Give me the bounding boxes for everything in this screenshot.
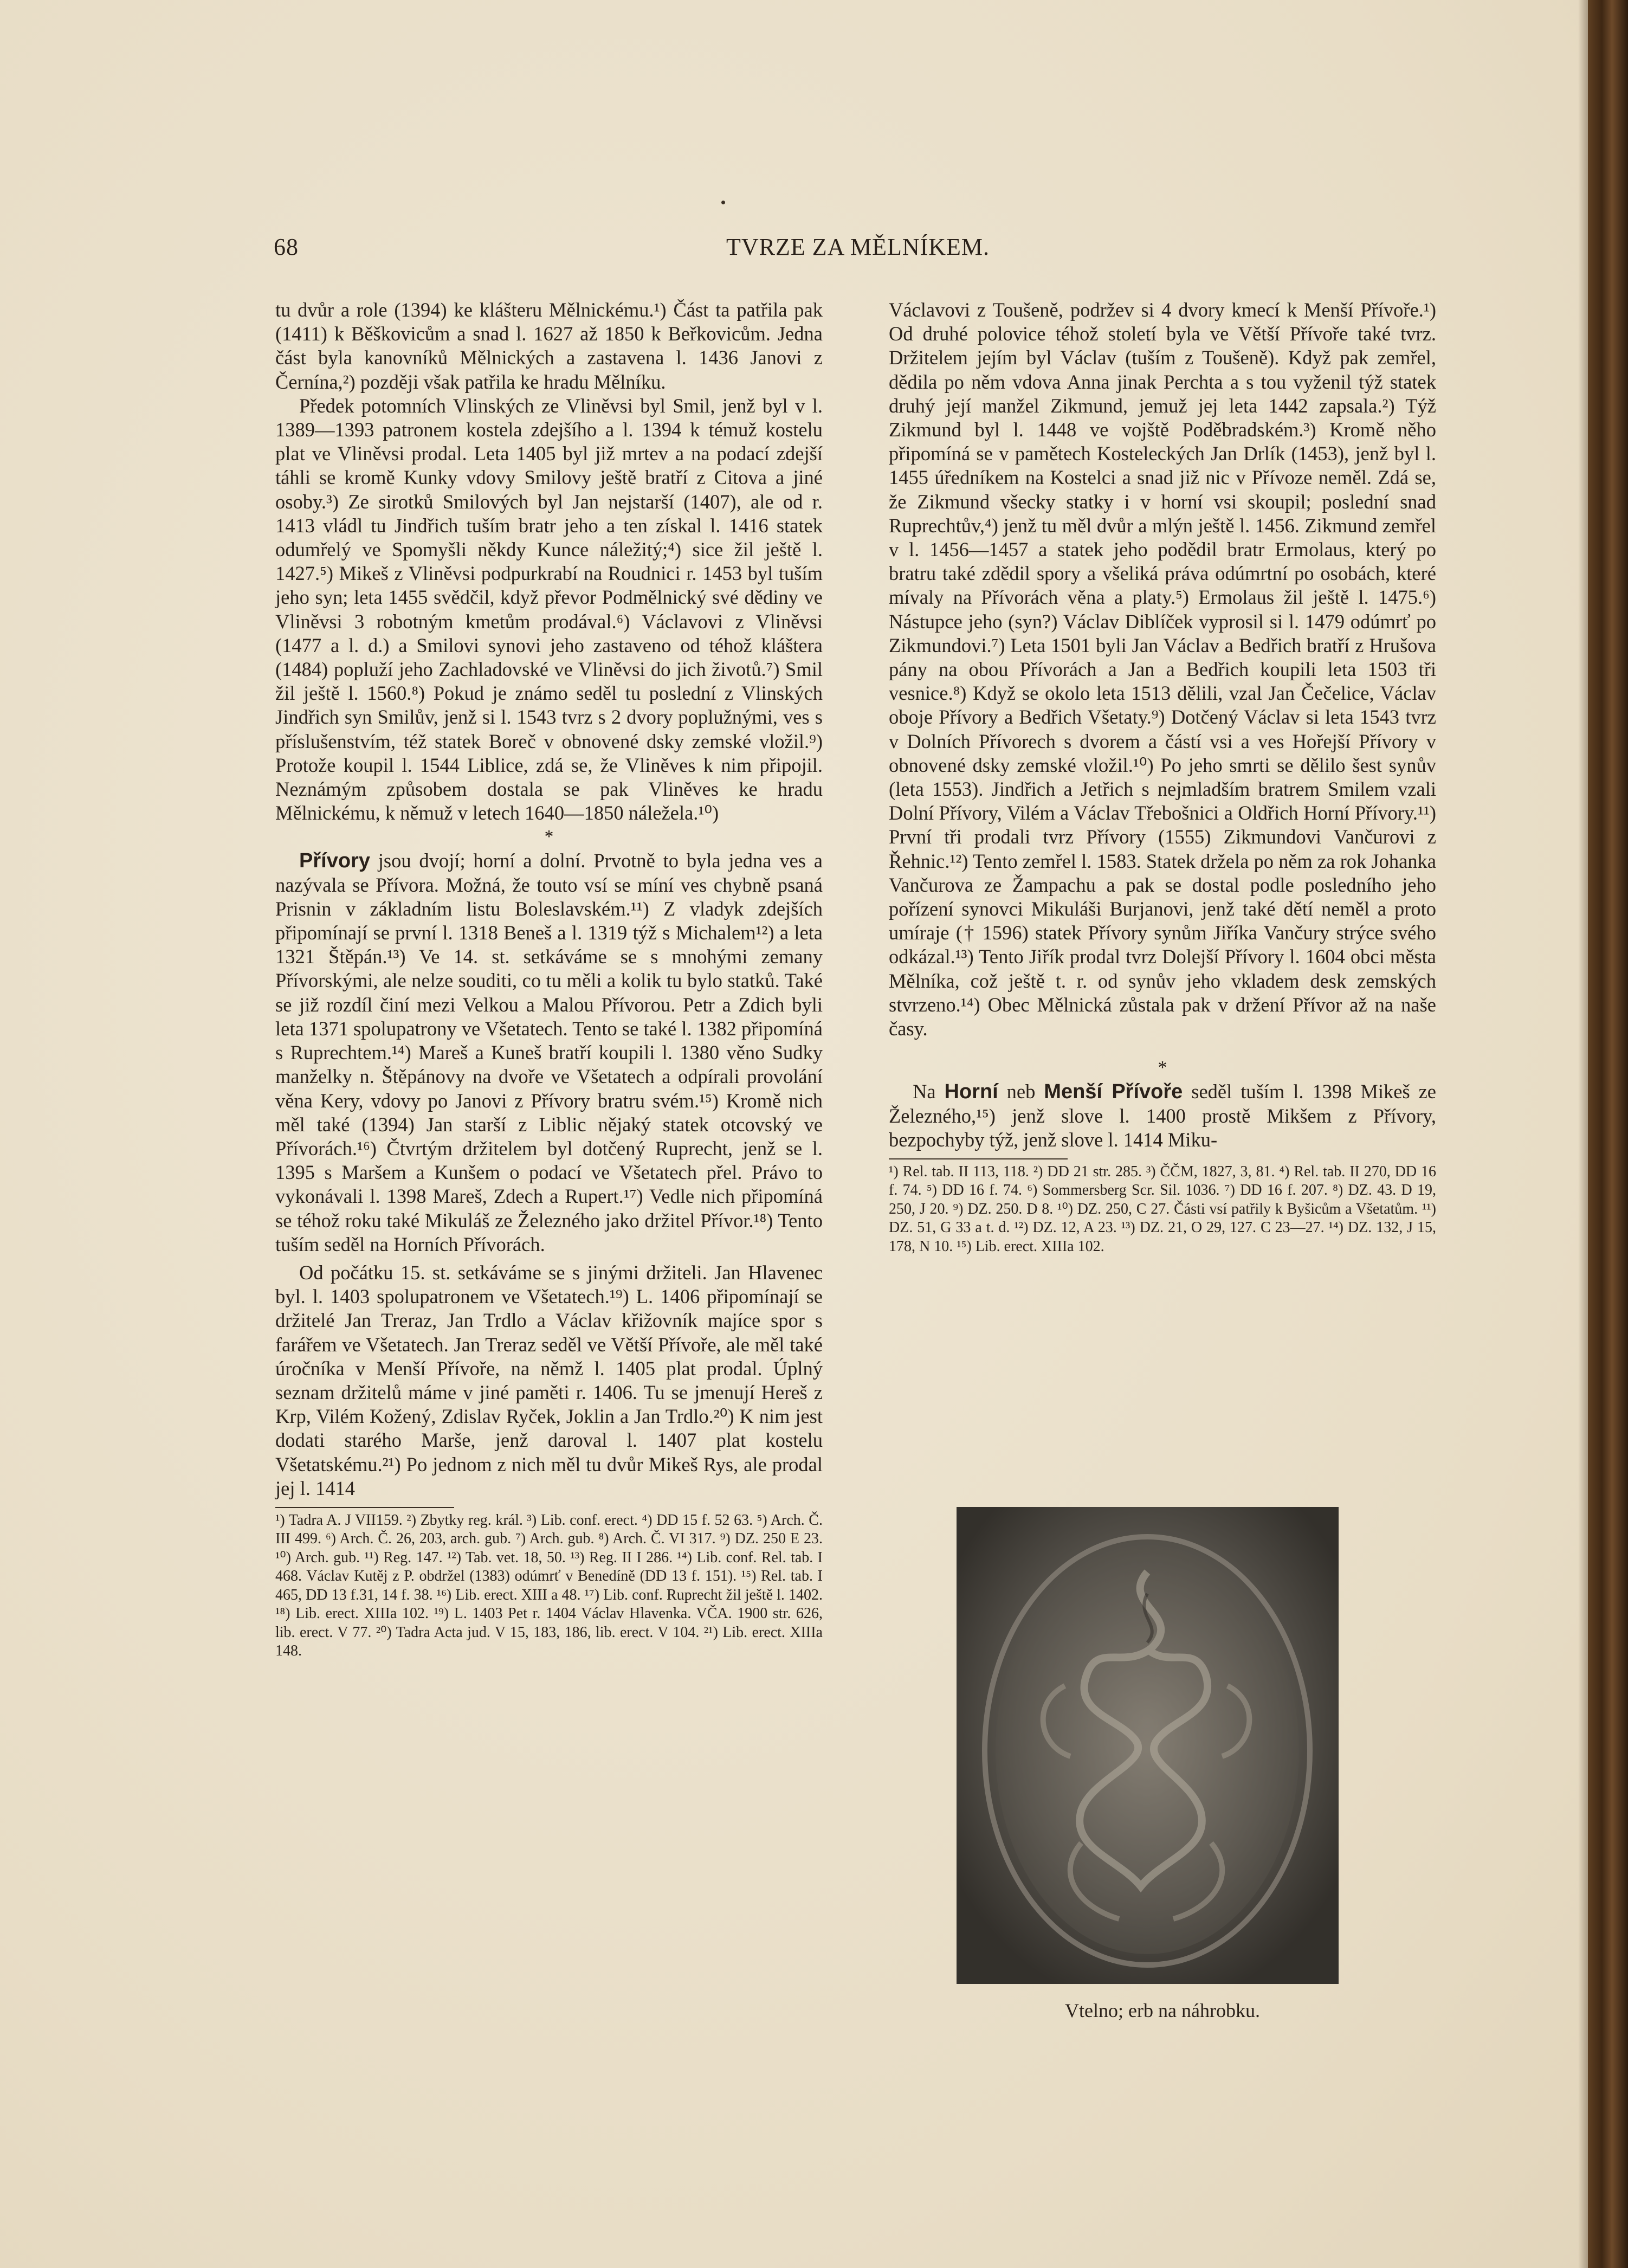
paragraph: Předek potomních Vlinských ze Vliněvsi byl Smil, jenž byl v l. 1389—1393 patronem kostela zdejšího a l. 1394 k témuž kostelu plat ve Vliněvsi prodal. Leta 1405 byl již mrtev a na podací zdejší táhli se kromě Kunky vdovy Smilovy ještě bratří z Citova a jiné osoby.³) Ze sirotků Smilových byl Jan nejstarší (1407), ale od r. 1413 vládl tu Jindřich tuším bratr jeho a ten získal l. 1416 statek odumřelý ve Spomyšli někdy Kunce náležitý;⁴) sice žil ještě l. 1427.⁵) Mikeš z Vliněvsi podpurkrabí na Roudnici r. 1453 byl tuším jeho syn; leta 1455 svědčil, když převor Podmělnický své dědiny ve Vliněvsi 3 robotným kmetům prodával.⁶) Václavovi z Vliněvsi (1477 a l. d.) a Smilovi synovi jeho zastaveno od téhož kláštera (1484) popluží jeho Zachladovské ve Vliněvsi do jich životů.⁷) Smil žil ještě l. 1560.⁸) Pokud je známo seděl tu poslední z Vlinských Jindřich syn Smilův, jenž si l. 1543 tvrz s 2 dvory poplužnými, ves s příslušenstvím, též statek Boreč v obnovené dsky zemské vložil.⁹) Protože koupil l. 1544 Liblice, zdá se, že Vliněves k nim připojil. Neznámým způsobem dostala se pak Vliněves ke hradu Mělnickému, k němuž v letech 1640—1850 náležela.¹⁰) xyxy=(275,394,823,824)
section-heading: Horní xyxy=(944,1080,998,1104)
footnotes: ¹) Tadra A. J VII159. ²) Zbytky reg. král. ³) Lib. conf. erect. ⁴) DD 15 f. 52 63. ⁵) Arch. Č. III 499. ⁶) Arch. Č. 26, 203, arch. gub. ⁷) Arch. gub. ⁸) Arch. Č. VI 317. ⁹) DZ. 250 E 23. ¹⁰) Arch. gub. ¹¹) Reg. 147. ¹²) Tab. vet. 18, 50. ¹³) Reg. II I 286. ¹⁴) Lib. conf. Rel. tab. I 468. Václav Kutěj z P. obdržel (1383) odúmrť v Benedíně (DD 13 f. 151). ¹⁵) Rel. tab. I 465, DD 13 f.31, 14 f. 38. ¹⁶) Lib. erect. XIII a 48. ¹⁷) Lib. conf. Ruprecht žil ještě l. 1402. ¹⁸) Lib. erect. XIIIa 102. ¹⁹) L. 1403 Pet r. 1404 Václav Hlavenka. VČA. 1900 str. 626, lib. erect. V 77. ²⁰) Tadra Acta jud. V 15, 183, 186, lib. erect. V 104. ²¹) Lib. erect. XIIIa 148. xyxy=(275,1511,823,1660)
section-separator: * xyxy=(544,827,554,847)
footnote-rule xyxy=(889,1158,1068,1159)
section-separator: * xyxy=(1158,1058,1167,1078)
tombstone-photo xyxy=(957,1507,1339,1984)
paragraph-text: jsou dvojí; horní a dolní. Prvotně to byla jedna ves a nazývala se Přívora. Možná, že touto vsí se míní ves chybně psaná Prisnin v základním listu Boleslavském.¹¹) Z vladyk zdejších připomínají se první l. 1318 Beneš a l. 1319 týž s Michalem¹²) a leta 1321 Štěpán.¹³) Ve 14. st. setkáváme se s mnohými zemany Přívorskými, ale nelze souditi, co tu měli a kolik tu bylo statků. Také se již rozdíl činí mezi Velkou a Malou Přívorou. Petr a Zdich byli leta 1371 spolupatrony ve Všetatech. Tento se také l. 1382 připomíná s Ruprechtem.¹⁴) Mareš a Kuneš bratří koupili l. 1380 věno Sudky manželky n. Štěpánovy na dvoře ve Všetatech a odpírali provolání věna Kery, vdovy po Janovi z Přívory bratru svém.¹⁵) Kromě nich měl také (1394) Jan starší z Liblic nějaký statek otcovský ve Přívorách.¹⁶) Čtvrtým držitelem byl dotčený Ruprecht, jenž se l. 1395 s Maršem a Kunšem o podací ve Všetatech přel. Právo to vykonávali l. 1398 Mareš, Zdech a Rupert.¹⁷) Vedle nich připomíná se téhož roku také Mikuláš ze Železného jako držitel Přívor.¹⁸) Tento tuším seděl na Horních Přívorách. xyxy=(275,849,823,1255)
footnotes: ¹) Rel. tab. II 113, 118. ²) DD 21 str. 285. ³) ČČM, 1827, 3, 81. ⁴) Rel. tab. II 270, DD 16 f. 74. ⁵) DD 16 f. 74. ⁶) Sommersberg Scr. Sil. 1036. ⁷) DD 16 f. 207. ⁸) DZ. 43. D 19, 250, J 20. ⁹) DZ. 250. D 8. ¹⁰) DZ. 250, C 27. Části vsí patřily k Byšicům a Všetatům. ¹¹) DZ. 51, G 33 a t. d. ¹²) DZ. 12, A 23. ¹³) DZ. 21, O 29, 127. C 23—27. ¹⁴) DZ. 132, J 15, 178, N 10. ¹⁵) Lib. erect. XIIIa 102. xyxy=(889,1163,1436,1255)
paragraph: Václavovi z Toušeně, podržev si 4 dvory kmecí k Menší Přívoře.¹) Od druhé polovice téhož století byla ve Větší Přívoře také tvrz. Držitelem jejím byl Václav (tuším z Toušeně). Když pak zemřel, dědila po něm vdova Anna jinak Perchta a s tou vyženil týž statek druhý její manžel Zikmund, jemuž jej leta 1442 zapsala.²) Týž Zikmund byl l. 1448 ve vojště Poděbradském.³) Kromě něho připomíná se v pamětech Kosteleckých Jan Drlík (1453), jenž byl l. 1455 úředníkem na Kostelci a snad již nic v Přívoze neměl. Zdá se, že Zikmund všecky statky i v horní vsi skoupil; poslední snad Ruprechtův,⁴) jenž tu měl dvůr a mlýn ještě l. 1456. Zikmund zemřel v l. 1456—1457 a statek jeho podědil bratr Ermolaus, který po bratru také zdědil spory a všeliká práva odúmrtní po osobách, které mívaly na Přívorách věna a platy.⁵) Ermolaus žil ještě l. 1475.⁶) Nástupce jeho (syn?) Václav Diblíček vyprosil si l. 1479 odúmrť po Zikmundovi.⁷) Leta 1501 byli Jan Václav a Bedřich bratří z Hrušova pány na obou Přívorách a Jan a Bedřich koupili leta 1503 tři vesnice.⁸) Když se okolo leta 1513 dělili, vzal Jan Čečelice, Václav oboje Přívory a Bedřich Všetaty.⁹) Dotčený Václav si leta 1543 tvrz v Dolních Přívorech s dvorem a částí vsi a ves Hořejší Přívory v obnovené dsky zemské vložil.¹⁰) Po jeho smrti se dělilo šest synův (leta 1553). Jindřich a Jetřich s nejmladším bratrem Smilem vzali Dolní Přívory, Vilém a Václav Třebošnici a Oldřich Horní Přívory.¹¹) První tři prodali tvrz Přívory (1555) Zikmundovi Vančurovi z Řehnic.¹²) Tento zemřel l. 1583. Statek držela po něm za rok Johanka Vančurova ze Žampachu a pak se dostal podle posledního jeho pořízení synovci Mikuláši Burjanovi, jenž také dětí neměl a proto umíraje († 1596) statek Přívory synům Jiříka Vančury strýce svého odkázal.¹³) Tento Jiřík prodal tvrz Dolejší Přívory l. 1604 obci města Mělníka, což ještě t. r. od synův jeho vkladem desk zemských stvrzeno.¹⁴) Obec Mělnická zůstala pak v držení Přívor až na naše časy. xyxy=(889,299,1436,1040)
paragraph-text: neb xyxy=(998,1080,1044,1103)
page-number: 68 xyxy=(274,234,299,260)
section-heading: Menší Přívoře xyxy=(1044,1080,1183,1104)
paragraph xyxy=(275,849,823,1256)
right-column xyxy=(889,298,1436,1256)
paragraph: tu dvůr a role (1394) ke klášteru Mělnickému.¹) Část ta patřila pak (1411) k Běškovicům a snad l. 1627 až 1850 k Beřkovicům. Jedna část byla kanovníků Mělnických a zastavena l. 1436 Janovi z Černína,²) později však patřila ke hradu Mělníku. xyxy=(275,299,823,393)
ink-speck xyxy=(721,201,725,204)
figure-caption: Vtelno; erb na náhrobku. xyxy=(1065,2000,1260,2021)
coat-of-arms-relief xyxy=(957,1507,1339,1984)
running-header xyxy=(274,233,1368,266)
book-spine-edge xyxy=(1588,0,1628,2268)
footnote-rule xyxy=(275,1507,454,1508)
paragraph: Od počátku 15. st. setkáváme se s jinými držiteli. Jan Hlavenec byl. l. 1403 spolupatronem ve Všetatech.¹⁹) L. 1406 připomínají se držitelé Jan Treraz, Jan Trdlo a Václav křižovník majíce spor s farářem ve Všetatech. Jan Treraz seděl ve Větší Přívoře, ale měl také úročníka v Menší Přívoře, na němž l. 1405 plat prodal. Úplný seznam držitelů máme v jiné paměti r. 1406. Tu se jmenují Hereš z Krp, Vilém Kožený, Zdislav Ryček, Joklin a Jan Trdlo.²⁰) K nim jest dodati starého Marše, jenž daroval l. 1407 plat kostelu Všetatskému.²¹) Po jednom z nich měl tu dvůr Mikeš Rys, ale prodal jej l. 1414 xyxy=(275,1261,823,1499)
paragraph xyxy=(889,1080,1436,1152)
section-heading: Přívory xyxy=(299,849,370,873)
paragraph-text: Na xyxy=(913,1080,945,1103)
left-column xyxy=(275,298,823,1661)
running-title: TVRZE ZA MĚLNÍKEM. xyxy=(726,234,990,260)
paragraph-text: seděl tuším l. 1398 Mikeš ze Železného,¹⁵) jenž slove l. 1400 prostě Mikšem z Přívory, bezpochyby týž, jenž slove l. 1414 Miku- xyxy=(889,1080,1436,1151)
